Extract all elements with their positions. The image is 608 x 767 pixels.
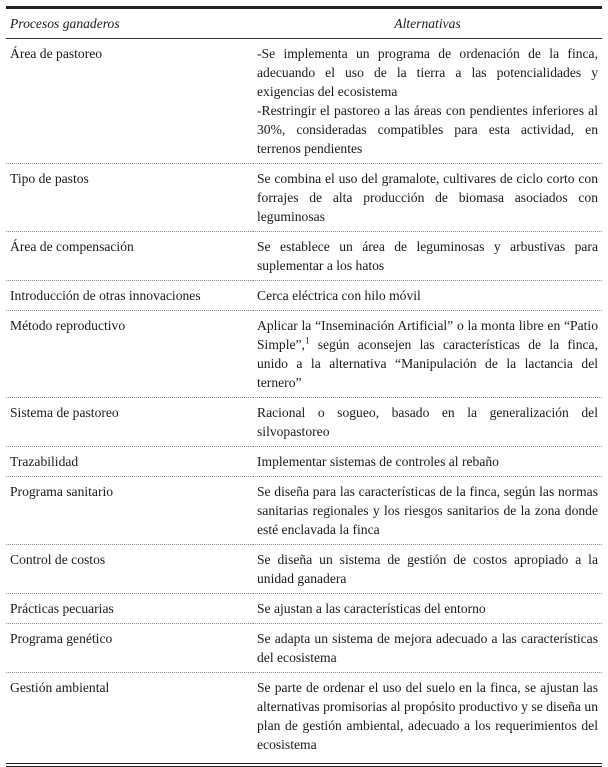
alternative-text: Se combina el uso del gramalote, cultivares de ciclo corto con forrajes de alta producción de biomasa asociados con leguminosas — [253, 164, 602, 232]
footnote-marker: 1 — [304, 335, 310, 346]
alternative-text: Cerca eléctrica con hilo móvil — [253, 281, 602, 311]
table-row — [6, 281, 602, 311]
table-row — [6, 545, 602, 594]
table-row — [6, 398, 602, 447]
alternatives-table — [6, 9, 602, 759]
bottom-rule — [6, 763, 602, 764]
process-cell: Control de costos — [6, 545, 253, 594]
alternative-text: Racional o sogueo, basado en la generalización del silvopastoreo — [253, 398, 602, 447]
table-row — [6, 673, 602, 760]
alternative-text: Se adapta un sistema de mejora adecuado a las características del ecosistema — [253, 624, 602, 673]
alternatives-cell — [253, 311, 602, 398]
header-processes: Procesos ganaderos — [6, 9, 253, 39]
process-cell: Tipo de pastos — [6, 164, 253, 232]
table-row — [6, 39, 602, 164]
alternative-text: Se ajustan a las características del entorno — [253, 594, 602, 624]
alternative-text: Se diseña para las características de la finca, según las normas sanitarias regionales y los riesgos sanitarios de la zona donde esté enclavada la finca — [253, 477, 602, 545]
alternative-text: Aplicar la “Inseminación Artificial” o la monta libre en “Patio Simple”, — [257, 318, 598, 352]
table-row — [6, 594, 602, 624]
table-row — [6, 447, 602, 477]
alternative-text: Se parte de ordenar el uso del suelo en la finca, se ajustan las alternativas promisorias al propósito productivo y se diseña un plan de gestión ambiental, adecuado a los requerimientos del ecosistema — [257, 680, 598, 752]
alternative-text: Se establece un área de leguminosas y arbustivas para suplementar a los hatos — [253, 232, 602, 281]
process-cell: Prácticas pecuarias — [6, 594, 253, 624]
process-cell: Área de pastoreo — [6, 39, 253, 164]
process-cell: Introducción de otras innovaciones — [6, 281, 253, 311]
table-row — [6, 232, 602, 281]
table-header-row — [6, 9, 602, 39]
header-alternatives: Alternativas — [253, 9, 602, 39]
table-row — [6, 477, 602, 545]
table-row — [6, 164, 602, 232]
alternative-text: Se diseña un sistema de gestión de costos apropiado a la unidad ganadera — [253, 545, 602, 594]
process-cell: Programa genético — [6, 624, 253, 673]
process-cell: Método reproductivo — [6, 311, 253, 398]
alternative-text: -Se implementa un programa de ordenación de la finca, adecuando el uso de la tierra a las potencialidades y exigencias del ecosistema — [257, 46, 598, 99]
process-cell: Área de compensación — [6, 232, 253, 281]
alternatives-cell — [253, 39, 602, 164]
alternative-text: Implementar sistemas de controles al rebaño — [253, 447, 602, 477]
process-cell: Sistema de pastoreo — [6, 398, 253, 447]
table-row — [6, 624, 602, 673]
process-cell: Programa sanitario — [6, 477, 253, 545]
alternative-text: según aconsejen las características de la finca, unido a la alternativa “Manipulación de la lactancia del ternero” — [257, 337, 598, 390]
process-cell: Trazabilidad — [6, 447, 253, 477]
process-cell: Gestión ambiental — [10, 680, 110, 695]
table-row — [6, 311, 602, 398]
alternative-text: -Restringir el pastoreo a las áreas con pendientes inferiores al 30%, consideradas compatibles para esta actividad, en terrenos pendientes — [257, 103, 598, 156]
